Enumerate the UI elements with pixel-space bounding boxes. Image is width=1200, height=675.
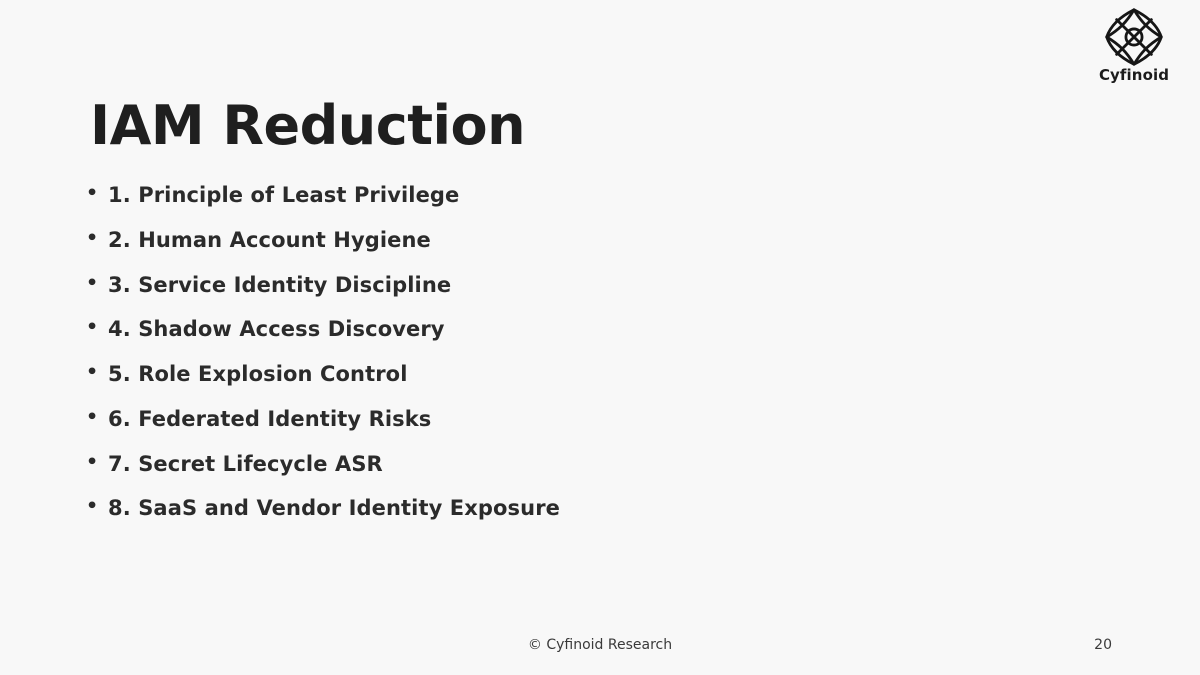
list-item-label: 2. Human Account Hygiene [108, 227, 431, 252]
bullet-dot-icon: • [86, 226, 99, 249]
logo-text: Cyfinoid [1098, 66, 1170, 84]
list-item [86, 227, 986, 253]
list-item [86, 361, 986, 387]
footer-copyright: © Cyfinoid Research [527, 637, 673, 653]
list-item [86, 182, 986, 208]
list-item [86, 451, 986, 477]
list-item-label: 3. Service Identity Discipline [108, 272, 452, 297]
list-item [86, 272, 986, 298]
bullet-dot-icon: • [86, 361, 99, 383]
bullet-list [86, 182, 986, 540]
bullet-dot-icon: • [86, 316, 99, 339]
page-number: 20 [1094, 637, 1112, 653]
list-item-label: 8. SaaS and Vendor Identity Exposure [108, 496, 561, 521]
page-title: IAM Reduction [90, 94, 526, 158]
cyfinoid-knot-logo-icon [1103, 6, 1165, 68]
list-item-label: 1. Principle of Least Privilege [108, 183, 460, 207]
bullet-dot-icon: • [86, 271, 99, 294]
bullet-dot-icon: • [86, 182, 99, 204]
list-item-label: 5. Role Explosion Control [108, 362, 408, 386]
list-item [86, 495, 986, 521]
bullet-dot-icon: • [86, 450, 99, 473]
list-item [86, 406, 986, 432]
list-item-label: 7. Secret Lifecycle ASR [108, 451, 383, 476]
list-item-label: 6. Federated Identity Risks [108, 406, 432, 431]
logo-block [1086, 6, 1182, 84]
bullet-dot-icon: • [86, 495, 99, 518]
list-item [86, 316, 986, 342]
list-item-label: 4. Shadow Access Discovery [108, 317, 445, 342]
bullet-dot-icon: • [86, 405, 99, 428]
